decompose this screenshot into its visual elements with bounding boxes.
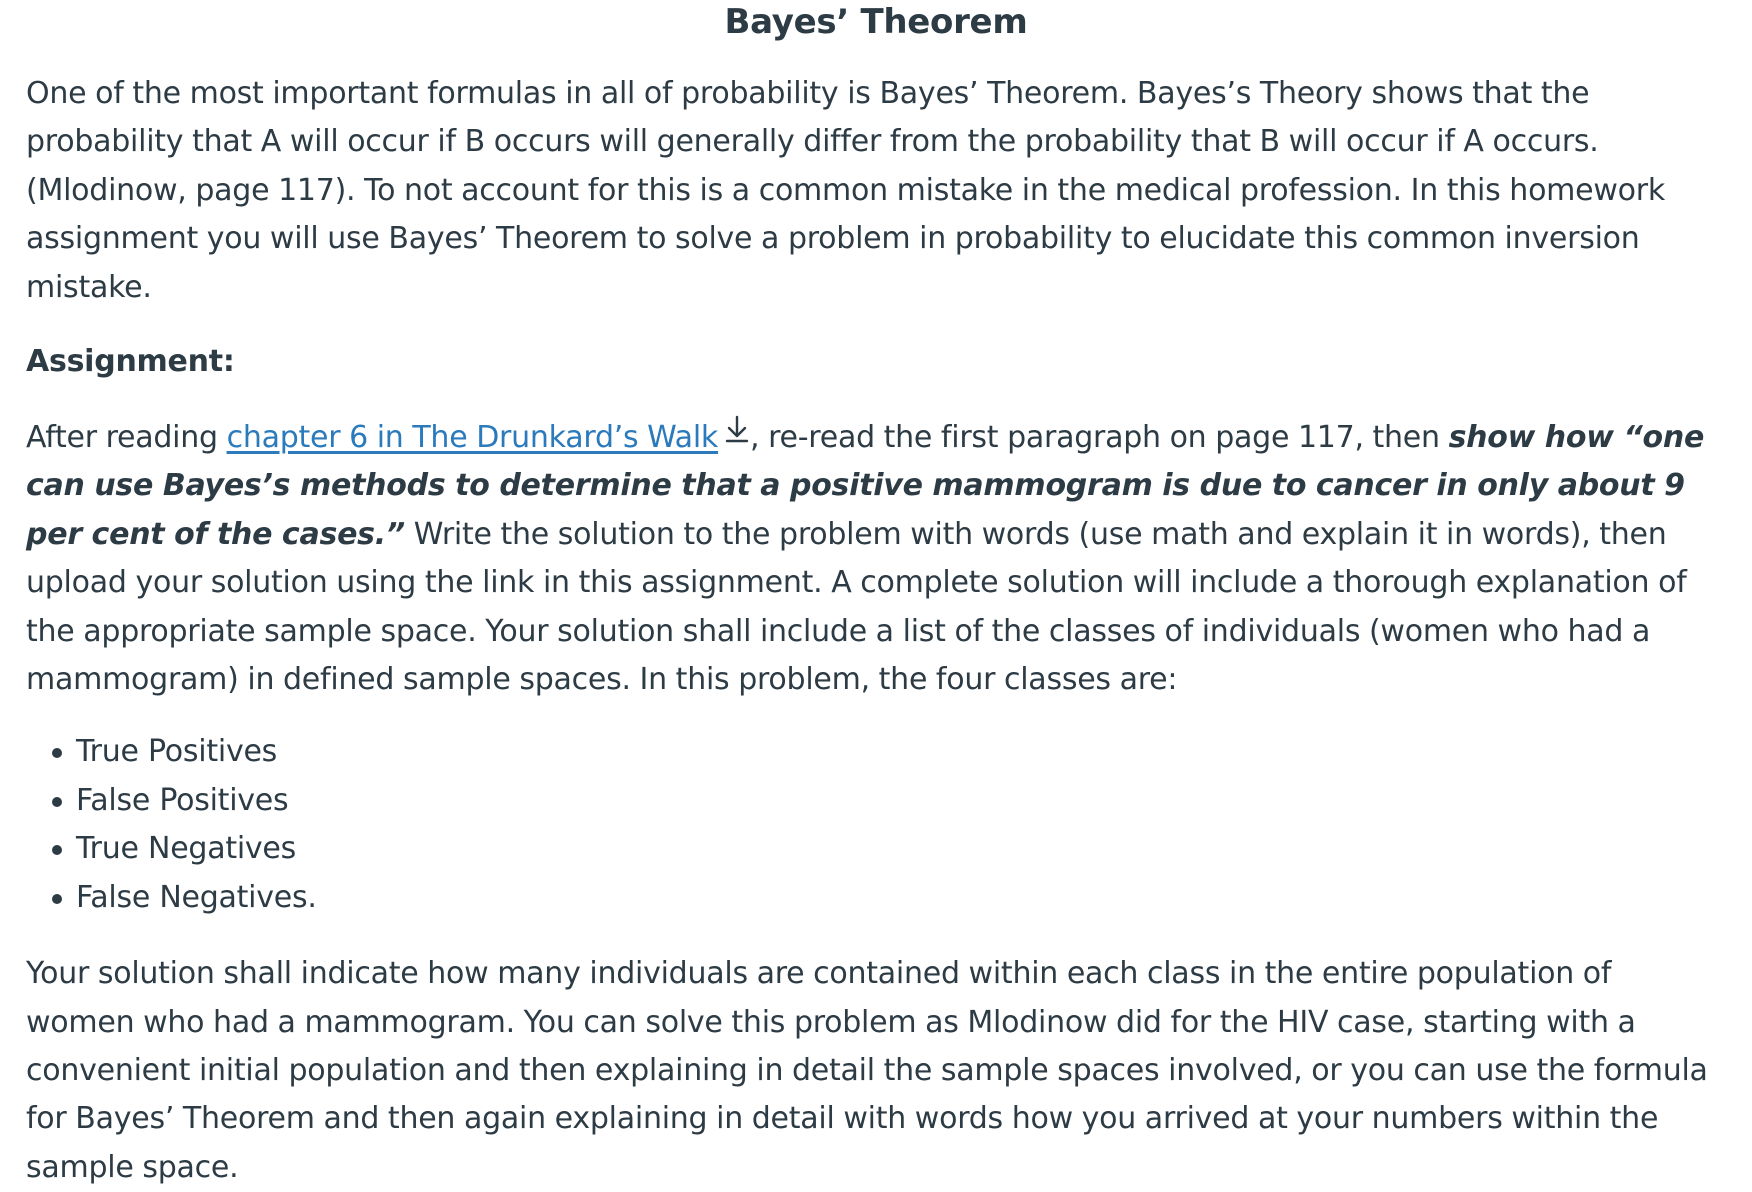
list-item: True Positives xyxy=(76,728,1726,776)
classes-list xyxy=(26,728,1726,922)
list-item: False Negatives. xyxy=(76,874,1726,922)
assignment-emphasis: show how “one can use Bayes’s methods to determine that a positive mammogram is due to cancer in only about 9 per cent of the cases.” xyxy=(26,420,1705,552)
assignment-paragraph xyxy=(26,414,1726,704)
assignment-prefix: After reading xyxy=(26,420,227,456)
assignment-heading: Assignment: xyxy=(26,344,235,380)
list-item: False Positives xyxy=(76,777,1726,825)
list-item: True Negatives xyxy=(76,825,1726,873)
download-icon[interactable] xyxy=(724,411,750,459)
intro-paragraph: One of the most important formulas in all of probability is Bayes’ Theorem. Bayes’s Theory shows that the probability that A will occur if B occurs will generally differ from the probability that B will occur if A occurs. (Mlodinow, page 117). To not account for this is a common mistake in the medical profession. In this homework assignment you will use Bayes’ Theorem to solve a problem in probability to elucidate this common inversion mistake. xyxy=(26,76,1665,305)
chapter-link[interactable]: chapter 6 in The Drunkard’s Walk xyxy=(226,420,719,456)
assignment-suffix: Write the solution to the problem with words (use math and explain it in words), then upload your solution using the link in this assignment. A complete solution will include a thorough explanation of the appropriate sample space. Your solution shall include a list of the classes of individuals (women who had a mammogram) in defined sample spaces. In this problem, the four classes are: xyxy=(26,516,1687,698)
assignment-after-link: , re-read the first paragraph on page 117, then xyxy=(750,420,1449,456)
page-title: Bayes’ Theorem xyxy=(724,2,1028,42)
closing-paragraph: Your solution shall indicate how many individuals are contained within each class in the entire population of women who had a mammogram. You can solve this problem as Mlodinow did for the HIV case, starting with a convenient initial population and then explaining in detail the sample spaces involved, or you can use the formula for Bayes’ Theorem and then again explaining in detail with words how you arrived at your numbers within the sample space. xyxy=(26,956,1708,1185)
